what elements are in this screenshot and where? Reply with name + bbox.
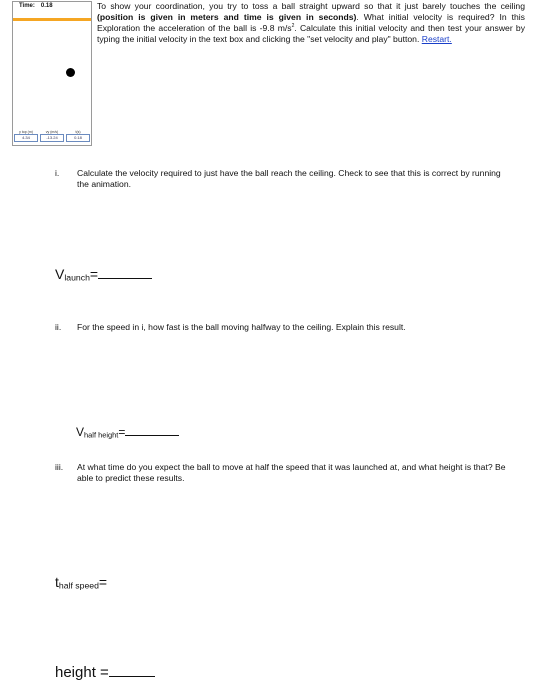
y-position-value: 4.34	[14, 134, 38, 142]
question-3-number: iii.	[55, 462, 64, 472]
v-launch-answer	[55, 266, 152, 283]
question-1	[55, 168, 515, 192]
y-position-label: y top (m)	[19, 130, 33, 134]
intro-paragraph	[97, 1, 525, 45]
t-half-subscript: half speed	[58, 580, 99, 591]
intro-text-2: . What initial velocity is required? In this Exploration the acceleration of the ball is -9.8 m/s	[97, 12, 525, 33]
time-readout	[19, 3, 59, 9]
time-field-value: 0.18	[66, 134, 90, 142]
height-label: height =	[55, 664, 109, 681]
v-half-equals: =	[118, 425, 126, 439]
v-half-symbol: V	[76, 425, 85, 439]
v-launch-blank[interactable]	[98, 278, 152, 279]
intro-superscript: 2	[291, 23, 295, 30]
t-half-equals: =	[98, 574, 108, 590]
y-position-readout	[14, 130, 38, 142]
intro-bold-note: (position is given in meters and time is given in seconds)	[97, 12, 357, 22]
time-label: Time:	[19, 3, 35, 9]
t-half-answer	[55, 574, 107, 591]
question-3	[55, 462, 523, 486]
readout-fields	[13, 130, 91, 142]
question-3-text: At what time do you expect the ball to move at half the speed that it was launched at, and what height is that? Be able to predict these results.	[77, 462, 506, 483]
intro-text-3: . Calculate this initial velocity and then test your answer by typing the initial velocity in the text box and clicking the "set velocity and play" button.	[97, 23, 525, 44]
velocity-input[interactable]: -13.24	[40, 134, 64, 142]
v-half-subscript: half height	[84, 430, 119, 440]
velocity-label: vy (m/s)	[45, 130, 59, 134]
ceiling-line	[13, 18, 91, 21]
v-launch-subscript: launch	[64, 272, 90, 283]
question-2-number: ii.	[55, 322, 62, 332]
v-half-blank[interactable]	[125, 435, 179, 436]
restart-link[interactable]: Restart.	[421, 34, 452, 44]
question-1-text: Calculate the velocity required to just have the ball reach the ceiling. Check to see that this is correct by running the animation.	[77, 168, 501, 189]
t-half-symbol: t	[55, 574, 59, 590]
time-field-label: t(s)	[75, 130, 81, 134]
simulation-panel[interactable]	[12, 1, 92, 146]
v-launch-equals: =	[89, 266, 99, 282]
time-field-readout	[66, 130, 90, 142]
question-1-number: i.	[55, 168, 60, 178]
height-answer	[55, 664, 155, 681]
question-2	[55, 322, 515, 334]
intro-text-1: To show your coordination, you try to toss a ball straight upward so that it just barely touches the ceiling	[97, 1, 525, 11]
v-half-answer	[76, 425, 179, 439]
time-value: 0.18	[40, 3, 53, 9]
v-launch-symbol: V	[55, 266, 65, 282]
ball	[66, 68, 75, 77]
velocity-readout[interactable]	[40, 130, 64, 142]
question-2-text: For the speed in i, how fast is the ball moving halfway to the ceiling. Explain this result.	[77, 322, 406, 332]
height-blank[interactable]	[109, 676, 155, 677]
